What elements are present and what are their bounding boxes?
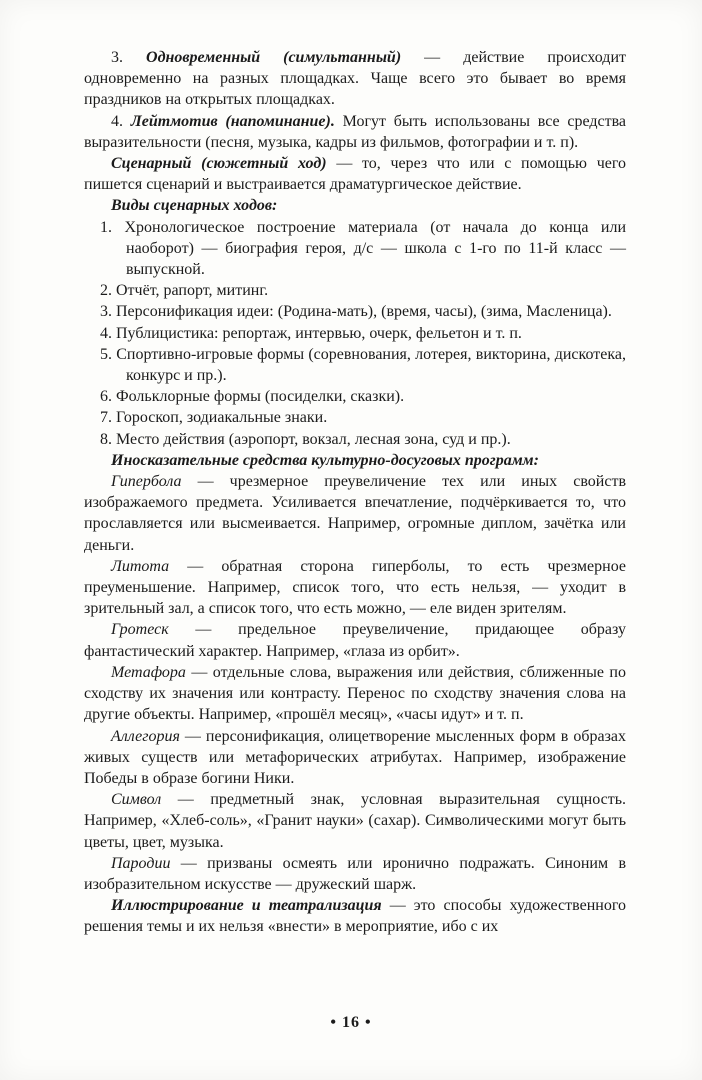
emphasis-run: Гротеск — [111, 621, 169, 639]
text-run: 4. — [111, 112, 131, 130]
term-paragraph — [84, 471, 626, 556]
text-run: — чрезмерное преувеличение тех или иных свойств изображаемого предмета. Усиливается впечатление, подчёркивается то, что прославляется или высмеивается. Например, огромные диплом, зачётка или деньги. — [84, 473, 626, 554]
text-run: — отдельные слова, выражения или действия, сближенные по сходству их значения или контрасту. Перенос по сходству значения слова на другие объекты. Например, «прошёл месяц», «часы идут» и т. п. — [84, 663, 626, 724]
term-paragraph — [84, 726, 626, 790]
term-paragraph — [84, 789, 626, 853]
emphasis-run: Литота — [111, 557, 170, 575]
text-run: 8. Место действия (аэропорт, вокзал, лесная зона, суд и пр.). — [100, 430, 511, 448]
text-run: 2. Отчёт, рапорт, митинг. — [100, 282, 269, 300]
emphasis-run: Пародии — [111, 854, 171, 872]
text-run: — предметный знак, условная выразительная сущность. Например, «Хлеб-соль», «Гранит науки» (сахар). Символическими могут быть цветы, цвет, музыка. — [84, 791, 626, 851]
text-run: — призваны осмеять или иронично подражать. Синоним в изобразительном искусстве — дружеский шарж. — [84, 854, 626, 893]
text-run: — предельное преувеличение, придающее образу фантастический характер. Например, «глаза из орбит». — [84, 621, 626, 660]
page-number: • 16 • — [330, 1014, 372, 1031]
text-run: 6. Фольклорные формы (посиделки, сказки). — [100, 388, 405, 406]
emphasis-run: Лейтмотив (напоминание). — [130, 112, 335, 130]
term-paragraph — [84, 853, 626, 895]
list-item — [84, 323, 626, 344]
list-item — [84, 407, 626, 428]
list-item — [84, 301, 626, 322]
text-run: 7. Гороскоп, зодиакальные знаки. — [100, 409, 328, 427]
text-run: 1. Хронологическое построение материала (от начала до конца или наоборот) — биография героя, д/с — школа с 1-го по 11-й класс — выпускной. — [100, 218, 626, 279]
paragraph-definition — [84, 895, 626, 937]
text-run: — персонификация, олицетворение мысленных форм в образах живых существ или метафорических атрибутах. Например, изображение Победы в образе богини Ники. — [84, 727, 626, 787]
emphasis-run: Иллюстрирование и театрализация — [111, 897, 382, 915]
term-paragraph — [84, 619, 626, 661]
list-item — [84, 386, 626, 407]
section-heading — [84, 195, 626, 216]
text-run: 3. — [111, 49, 147, 66]
emphasis-run: Метафора — [111, 663, 186, 681]
text-run: 3. Персонификация идеи: (Родина-мать), (время, часы), (зима, Масленица). — [100, 303, 612, 321]
emphasis-run: Одновременный (симультанный) — [146, 49, 402, 66]
emphasis-run: Аллегория — [111, 727, 180, 745]
term-paragraph — [84, 662, 626, 726]
list-item — [84, 280, 626, 301]
paragraph-method-3 — [84, 47, 626, 111]
list-item — [84, 217, 626, 281]
text-run: 5. Спортивно-игровые формы (соревнования, лотерея, викторина, дискотека, конкурс и пр.). — [100, 345, 626, 385]
text-run: 4. Публицистика: репортаж, интервью, очерк, фельетон и т. п. — [100, 324, 522, 342]
paragraph-method-4 — [84, 111, 626, 153]
list-item — [84, 344, 626, 386]
emphasis-run: Сценарный (сюжетный ход) — [111, 155, 327, 173]
text-run: — обратная сторона гиперболы, то есть чрезмерное преуменьшение. Например, список того, что есть нельзя, — уходит в зрительный зал, а список того, что есть можно, — еле виден зрителям. — [84, 557, 626, 618]
text-run: — это способы художественного решения темы и их нельзя «внести» в мероприятие, ибо с их — [84, 897, 626, 936]
list-item — [84, 429, 626, 450]
text-run: Могут быть использованы все средства выразительности (песня, музыка, кадры из фильмов, фотографии и т. п). — [84, 112, 627, 151]
emphasis-run: Иносказательные средства культурно-досуговых программ: — [111, 451, 539, 469]
paragraph-definition — [84, 153, 626, 195]
section-heading — [84, 450, 626, 471]
emphasis-run: Символ — [111, 791, 162, 809]
term-paragraph — [84, 556, 626, 620]
emphasis-run: Гипербола — [111, 473, 182, 491]
text-run: — действие происходит одновременно на разных площадках. Чаще всего это бывает во время праздников на открытых площадках. — [84, 49, 626, 109]
text-run: — то, через что или с помощью чего пишется сценарий и выстраивается драматургическое действие. — [84, 155, 627, 194]
emphasis-run: Виды сценарных ходов: — [111, 197, 278, 215]
text-block — [84, 47, 626, 938]
